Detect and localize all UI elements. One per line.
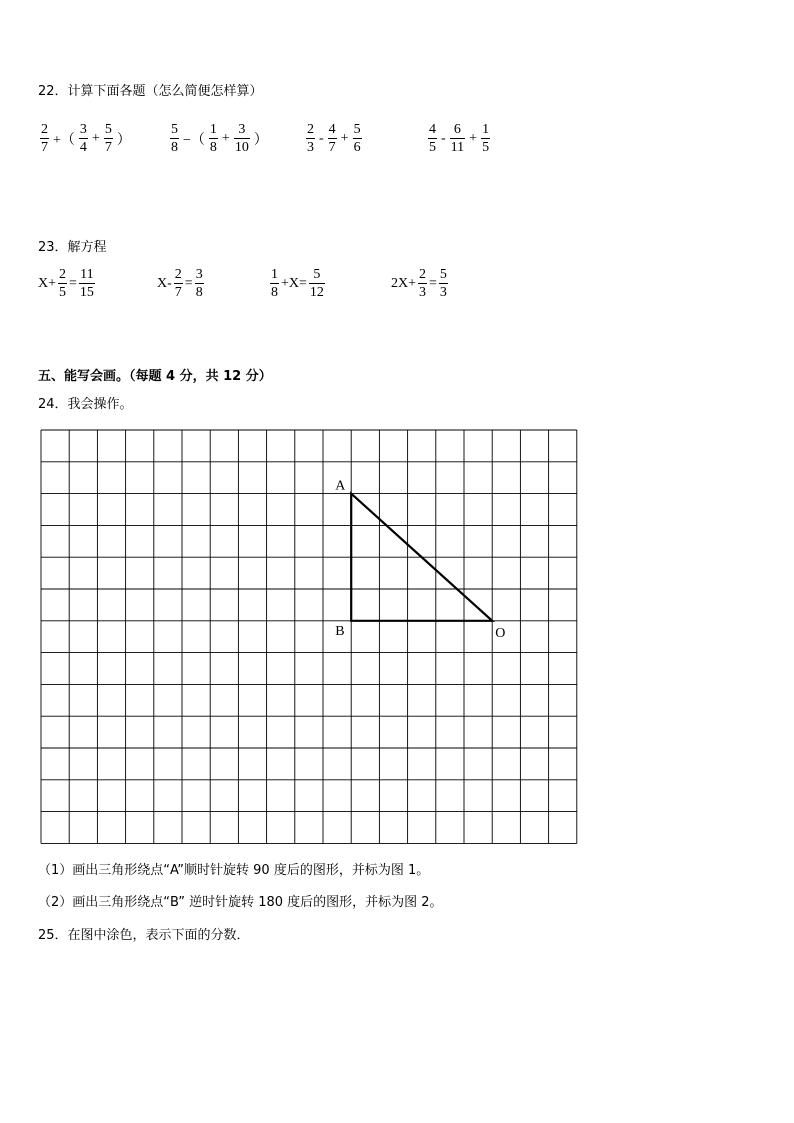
square-grid [40,429,580,845]
q23-title: 23．解方程 [38,240,107,255]
fraction: $\frac{4}{5}$ [429,122,436,155]
fraction: $\frac{1}{8}$ [209,122,217,155]
fraction: $\frac{11}{15}$ [79,267,94,300]
vertex-label-b: B [335,623,345,639]
fraction: $\frac{3}{4}$ [79,122,87,155]
fraction: $\frac{2}{3}$ [307,122,314,155]
section-5-heading: 五、能写会画。（每题 4 分，共 12 分） [38,369,272,384]
q22-expr-2: $\frac{5}{8}$ −（ $\frac{1}{8}$ + $\frac{3}{10}$ ） [171,122,268,155]
fraction: $\frac{5}{8}$ [171,122,178,155]
fraction: $\frac{5}{6}$ [353,122,361,155]
q23-equation-1: X+ $\frac{2}{5}$ = $\frac{11}{15}$ [38,267,94,300]
fraction: $\frac{2}{3}$ [419,267,427,300]
fraction: $\frac{2}{7}$ [41,122,48,155]
fraction: $\frac{6}{11}$ [450,122,465,155]
fraction: $\frac{1}{8}$ [271,267,278,300]
q23-equation-2: X- $\frac{2}{7}$ = $\frac{3}{8}$ [157,267,203,300]
q23-equation-3: $\frac{1}{8}$ +X= $\frac{5}{12}$ [271,267,324,300]
q22-expr-1: $\frac{2}{7}$ +（ $\frac{3}{4}$ + $\frac{5}{7}$ ） [41,122,131,155]
fraction: $\frac{2}{5}$ [59,267,67,300]
q25-title: 25．在图中涂色，表示下面的分数． [38,928,250,943]
fraction: $\frac{1}{5}$ [482,122,490,155]
fraction: $\frac{5}{7}$ [104,122,112,155]
vertex-label-o: O [495,625,506,641]
q23-equation-4: 2X+ $\frac{2}{3}$ = $\frac{5}{3}$ [391,267,447,300]
fraction: $\frac{4}{7}$ [328,122,336,155]
fraction: $\frac{3}{8}$ [195,267,203,300]
fraction: $\frac{2}{7}$ [174,267,182,300]
q24-task-1: （1）画出三角形绕点“A”顺时针旋转 90 度后的图形，并标为图 1。 [38,863,430,878]
fraction: $\frac{5}{3}$ [439,267,447,300]
q24-task-2: （2）画出三角形绕点“B” 逆时针旋转 180 度后的图形，并标为图 2。 [38,895,443,910]
fraction: $\frac{5}{12}$ [309,267,324,300]
q22-expr-4: $\frac{4}{5}$ - $\frac{6}{11}$ + $\frac{1}{5}$ [429,122,490,155]
q24-title: 24．我会操作。 [38,397,133,412]
vertex-label-a: A [335,478,346,494]
q22-title: 22．计算下面各题（怎么简便怎样算） [38,84,263,99]
q22-expr-3: $\frac{2}{3}$ - $\frac{4}{7}$ + $\frac{5}{6}$ [307,122,361,155]
fraction: $\frac{3}{10}$ [234,122,249,155]
